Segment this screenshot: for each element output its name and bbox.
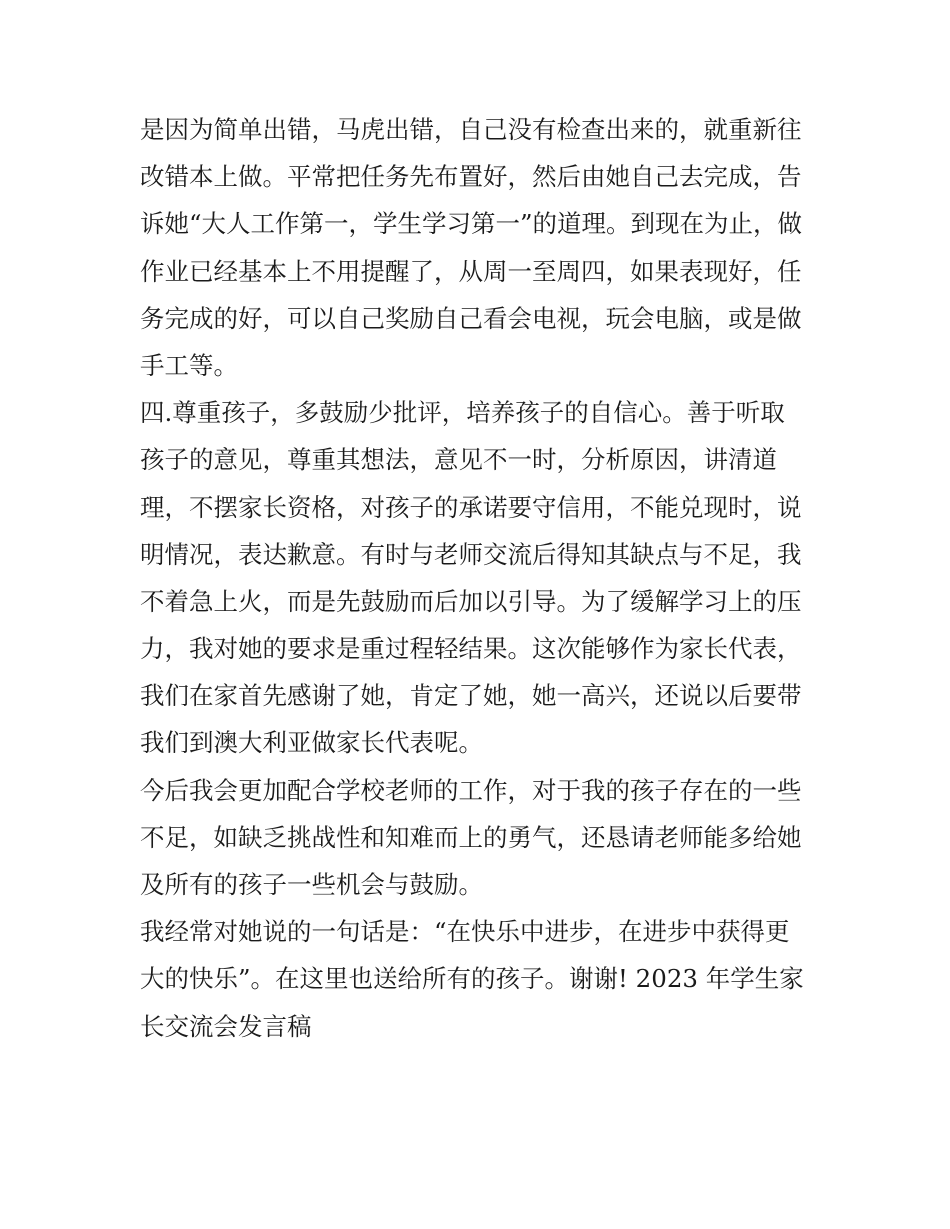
text-line: 是因为简单出错，马虎出错，自己没有检查出来的，就重新往 bbox=[140, 115, 802, 144]
text-line: 理，不摆家长资格，对孩子的承诺要守信用，不能兑现时，说 bbox=[140, 492, 802, 522]
text-line: 务完成的好，可以自己奖励自己看会电视，玩会电脑，或是做 bbox=[140, 303, 802, 333]
text-line: 我们到澳大利亚做家长代表呢。 bbox=[140, 728, 483, 758]
text-line: 及所有的孩子一些机会与鼓励。 bbox=[140, 870, 483, 899]
text-line: 不足，如缺乏挑战性和知难而上的勇气，还恳请老师能多给她 bbox=[140, 822, 802, 852]
text-line: 明情况，表达歉意。有时与老师交流后得知其缺点与不足，我 bbox=[140, 539, 802, 569]
text-line: 我经常对她说的一句话是：“在快乐中进步，在进步中获得更 bbox=[140, 917, 790, 947]
text-line: 四.尊重孩子，多鼓励少批评，培养孩子的自信心。善于听取 bbox=[140, 398, 785, 428]
text-line: 大的快乐”。在这里也送给所有的孩子。谢谢! 2023 年学生家 bbox=[140, 964, 804, 994]
document-body bbox=[140, 106, 830, 1050]
text-line: 长交流会发言稿 bbox=[140, 1011, 312, 1041]
text-line: 力，我对她的要求是重过程轻结果。这次能够作为家长代表， bbox=[140, 634, 802, 664]
text-line: 手工等。 bbox=[140, 350, 238, 380]
text-line: 作业已经基本上不用提醒了，从周一至周四，如果表现好，任 bbox=[140, 256, 802, 286]
text-line: 改错本上做。平常把任务先布置好，然后由她自己去完成，告 bbox=[140, 162, 802, 192]
text-line: 孩子的意见，尊重其想法，意见不一时，分析原因，讲清道 bbox=[140, 445, 777, 475]
text-line: 不着急上火，而是先鼓励而后加以引导。为了缓解学习上的压 bbox=[140, 586, 802, 616]
text-line: 诉她“大人工作第一，学生学习第一”的道理。到现在为止，做 bbox=[140, 209, 803, 239]
text-line: 我们在家首先感谢了她，肯定了她，她一高兴，还说以后要带 bbox=[140, 681, 802, 711]
text-line: 今后我会更加配合学校老师的工作，对于我的孩子存在的一些 bbox=[140, 775, 802, 805]
